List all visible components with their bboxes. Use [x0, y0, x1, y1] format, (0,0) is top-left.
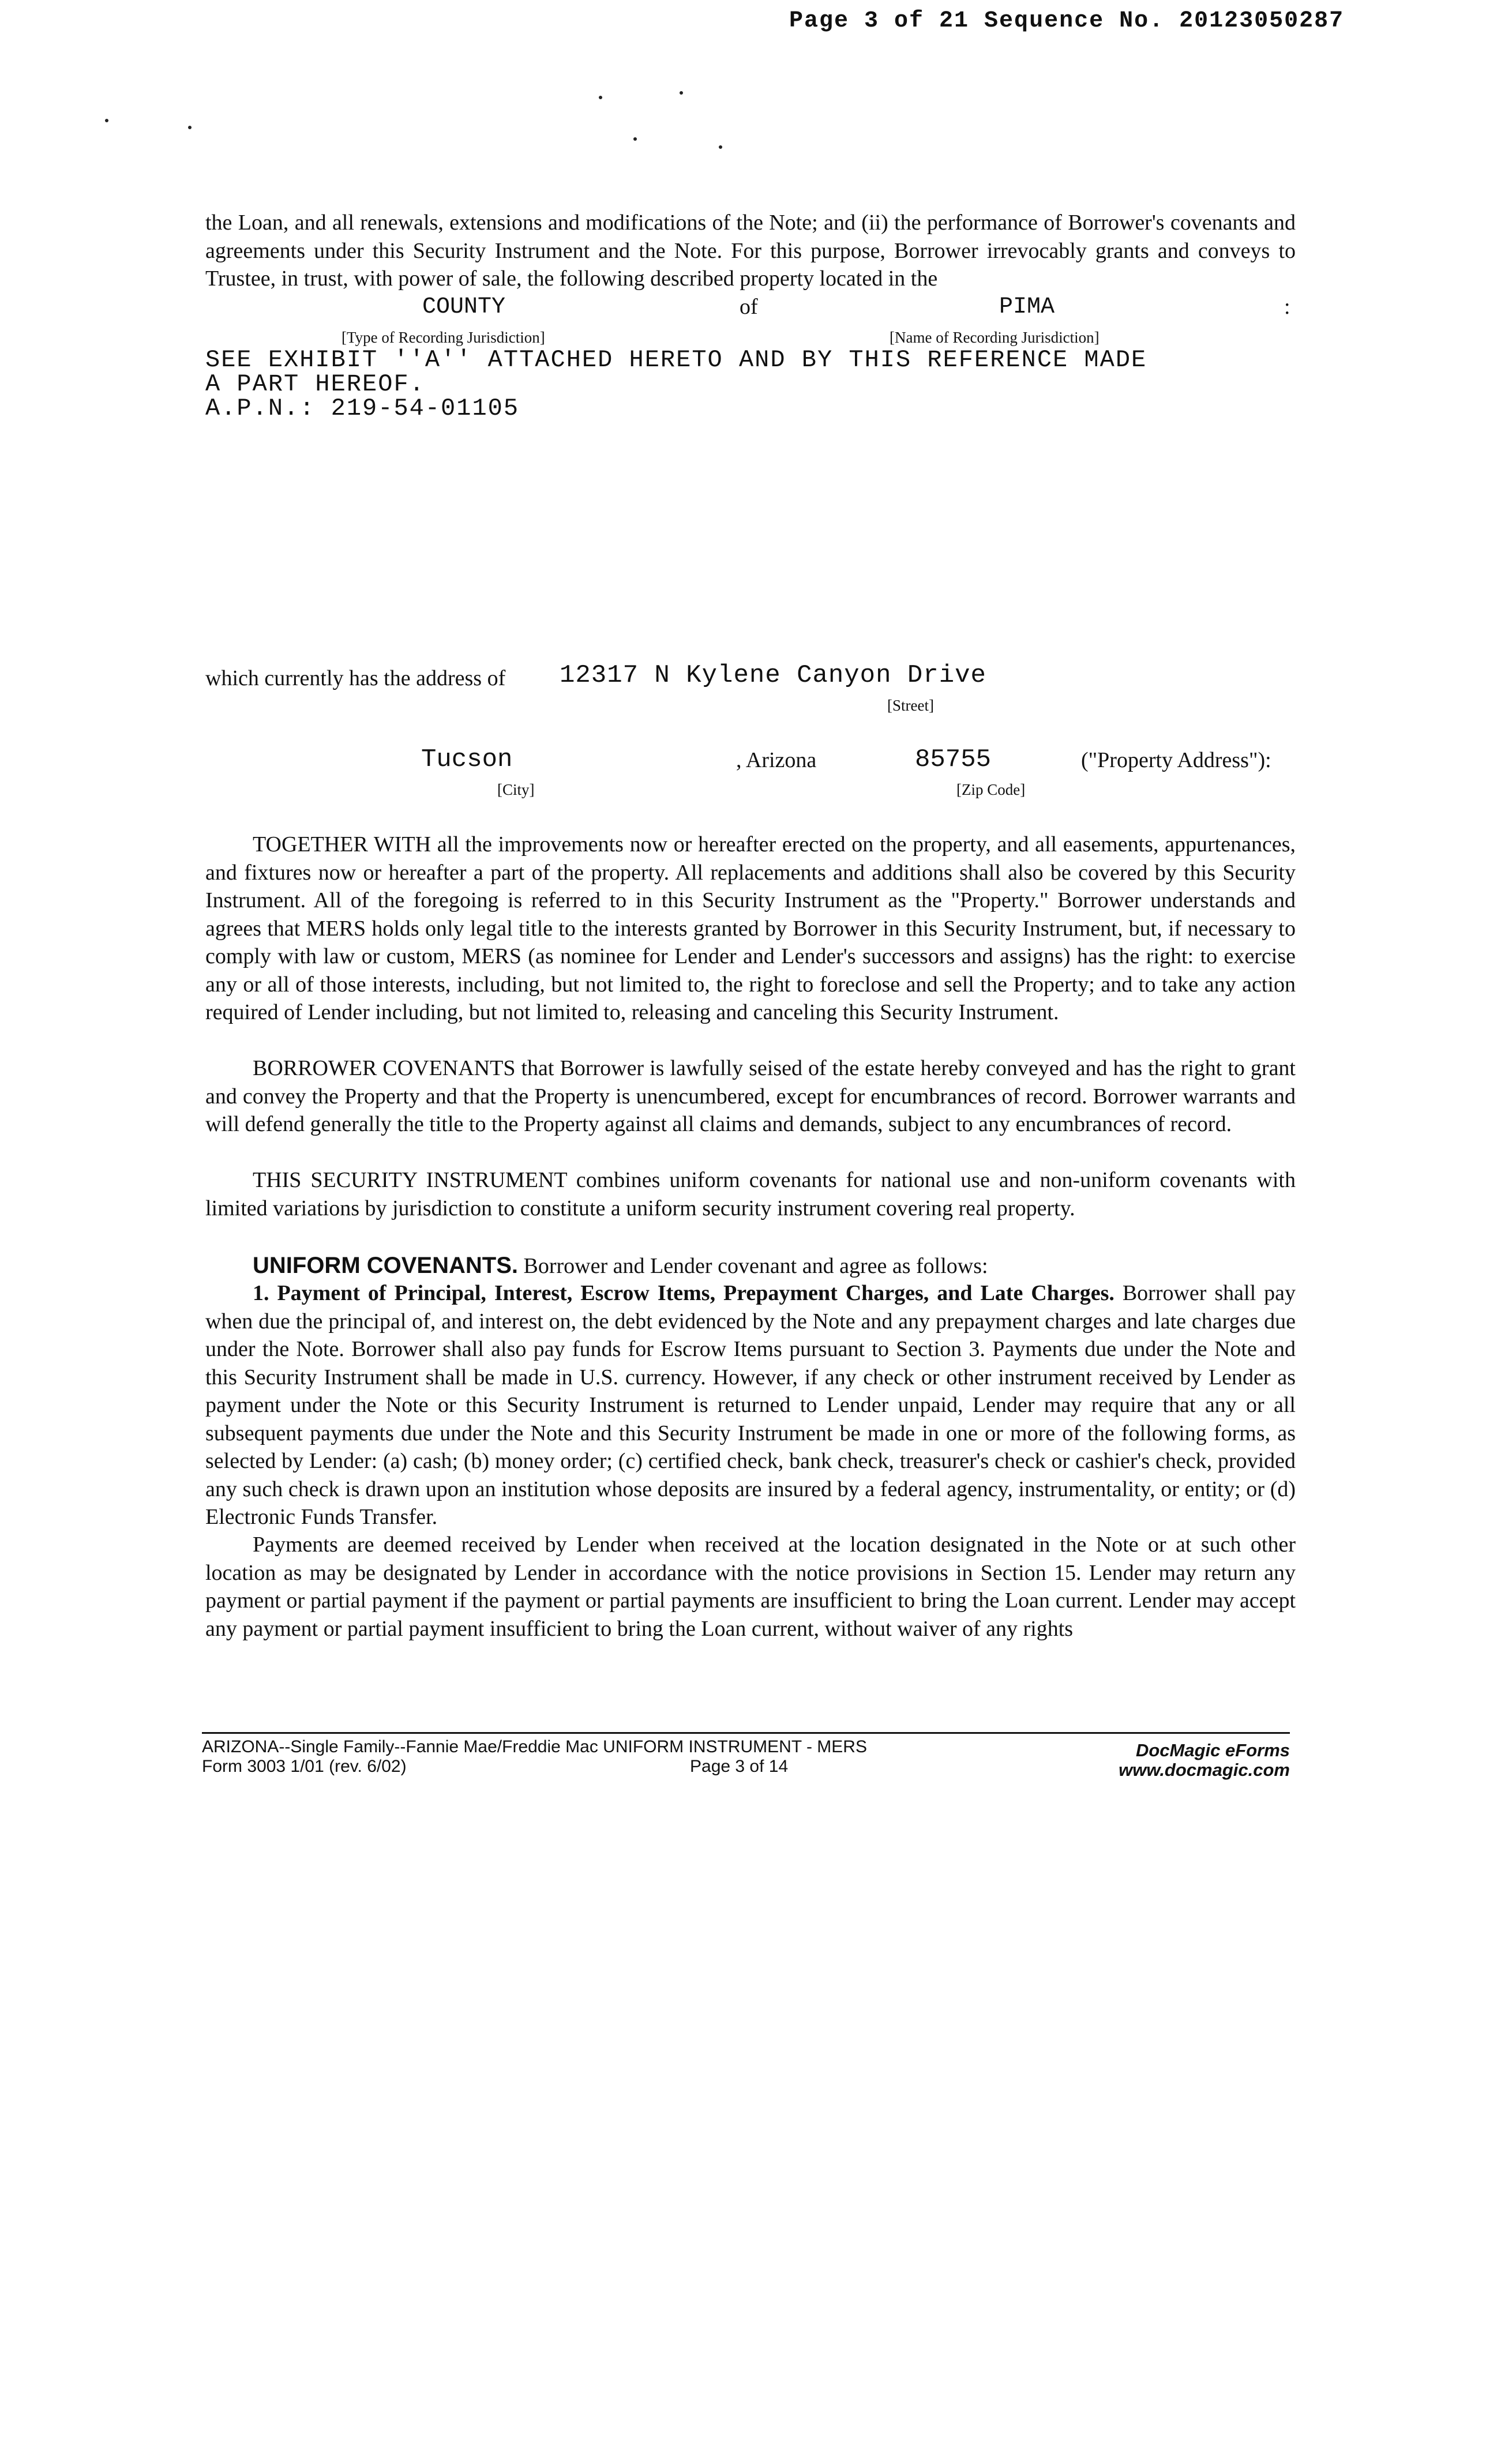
jurisdiction-colon: :: [1284, 295, 1290, 319]
uniform-covenants-paragraph: UNIFORM COVENANTS. Borrower and Lender covenant and agree as follows:: [253, 1253, 988, 1278]
docmagic-website: www.docmagic.com: [1119, 1760, 1290, 1780]
legal-description-line-2: A PART HEREOF.: [205, 370, 425, 398]
jurisdiction-type-value: COUNTY: [422, 294, 506, 320]
state-text: , Arizona: [736, 748, 817, 772]
section-1-title: Payment of Principal, Interest, Escrow Items, Prepayment Charges, and Late Charges.: [277, 1281, 1114, 1305]
address-lead-text: which currently has the address of: [205, 666, 506, 690]
section-1-paragraph: 1. Payment of Principal, Interest, Escrow Items, Prepayment Charges, and Late Charges. Borrower shall pay when due the principal of, and interest on, the debt evidenced by the Note and any prepayment charges and late charges due under the Note. Borrower shall also pay funds for Escrow Items pursuant to Section 3. Payments due under the Note and this Security Instrument shall be made in U.S. currency. However, if any check or other instrument received by Lender as payment under the Note or this Security Instrument is returned to Lender unpaid, Lender may require that any or all subsequent payments due under the Note and this Security Instrument be made in one or more of the following forms, as selected by Lender: (a) cash; (b) money order; (c) certified check, bank check, treasurer's check or cashier's check, provided any such check is drawn upon an institution whose deposits are insured by a federal agency, instrumentality, or entity; or (d) Electronic Funds Transfer.: [205, 1281, 1296, 1529]
docmagic-brand-logo: DocMagic eForms: [1135, 1740, 1290, 1760]
scan-speck: [188, 126, 192, 129]
scan-speck: [719, 145, 722, 149]
page-sequence-stamp: Page 3 of 21 Sequence No. 20123050287: [789, 8, 1345, 34]
jurisdiction-type-label: [Type of Recording Jurisdiction]: [342, 329, 545, 346]
footer-rule: [202, 1732, 1290, 1734]
zip-label: [Zip Code]: [956, 781, 1026, 798]
jurisdiction-of-word: of: [740, 295, 758, 319]
section-1-number: 1.: [253, 1281, 269, 1305]
street-label: [Street]: [887, 697, 934, 714]
property-address-text: ("Property Address"):: [1081, 748, 1271, 772]
this-security-instrument-paragraph: THIS SECURITY INSTRUMENT combines uniform covenants for national use and non-uniform covenants with limited variations by jurisdiction to constitute a uniform security instrument covering real property.: [205, 1168, 1296, 1220]
together-with-paragraph: TOGETHER WITH all the improvements now or hereafter erected on the property, and all easements, appurtenances, and fixtures now or hereafter a part of the property. All replacements and additions shall also be covered by this Security Instrument. All of the foregoing is referred to in this Security Instrument as the "Property." Borrower understands and agrees that MERS holds only legal title to the interests granted by Borrower in this Security Instrument, but, if necessary to comply with law or custom, MERS (as nominee for Lender and Lender's successors and assigns) has the right: to exercise any or all of those interests, including, but not limited to, the right to foreclose and sell the Property; and to take any action required of Lender including, but not limited to, releasing and canceling this Security Instrument.: [205, 832, 1296, 1024]
jurisdiction-name-value: PIMA: [999, 294, 1055, 320]
jurisdiction-name-label: [Name of Recording Jurisdiction]: [890, 329, 1100, 346]
scan-speck: [105, 119, 108, 122]
legal-description-line-1: SEE EXHIBIT ''A'' ATTACHED HERETO AND BY THIS REFERENCE MADE: [205, 346, 1147, 374]
footer-page-number: Page 3 of 14: [690, 1757, 789, 1776]
scan-speck: [599, 96, 602, 99]
apn-line: A.P.N.: 219-54-01105: [205, 395, 520, 422]
street-value: 12317 N Kylene Canyon Drive: [560, 661, 986, 690]
footer-form-number: Form 3003 1/01 (rev. 6/02): [202, 1757, 407, 1776]
footer-form-title: ARIZONA--Single Family--Fannie Mae/Freddie Mac UNIFORM INSTRUMENT - MERS: [202, 1737, 867, 1756]
uniform-covenants-heading: UNIFORM COVENANTS.: [253, 1253, 518, 1278]
scan-speck: [680, 91, 683, 95]
city-label: [City]: [497, 781, 535, 798]
payments-deemed-paragraph: Payments are deemed received by Lender when received at the location designated in the Note or at such other location as may be designated by Lender in accordance with the notice provisions in Section 15. Lender may return any payment or partial payment if the payment or partial payments are insufficient to bring the Loan current. Lender may accept any payment or partial payment insufficient to bring the Loan current, without waiver of any rights: [205, 1533, 1296, 1641]
intro-paragraph: the Loan, and all renewals, extensions and modifications of the Note; and (ii) the performance of Borrower's covenants and agreements under this Security Instrument and the Note. For this purpose, Borrower irrevocably grants and conveys to Trustee, in trust, with power of sale, the following described property located in the: [205, 211, 1296, 291]
city-value: Tucson: [421, 745, 513, 774]
zip-value: 85755: [915, 745, 992, 774]
scan-speck: [633, 137, 637, 141]
borrower-covenants-paragraph: BORROWER COVENANTS that Borrower is lawfully seised of the estate hereby conveyed and has the right to grant and convey the Property and that the Property is unencumbered, except for encumbrances of record. Borrower warrants and will defend generally the title to the Property against all claims and demands, subject to any encumbrances of record.: [205, 1056, 1296, 1136]
